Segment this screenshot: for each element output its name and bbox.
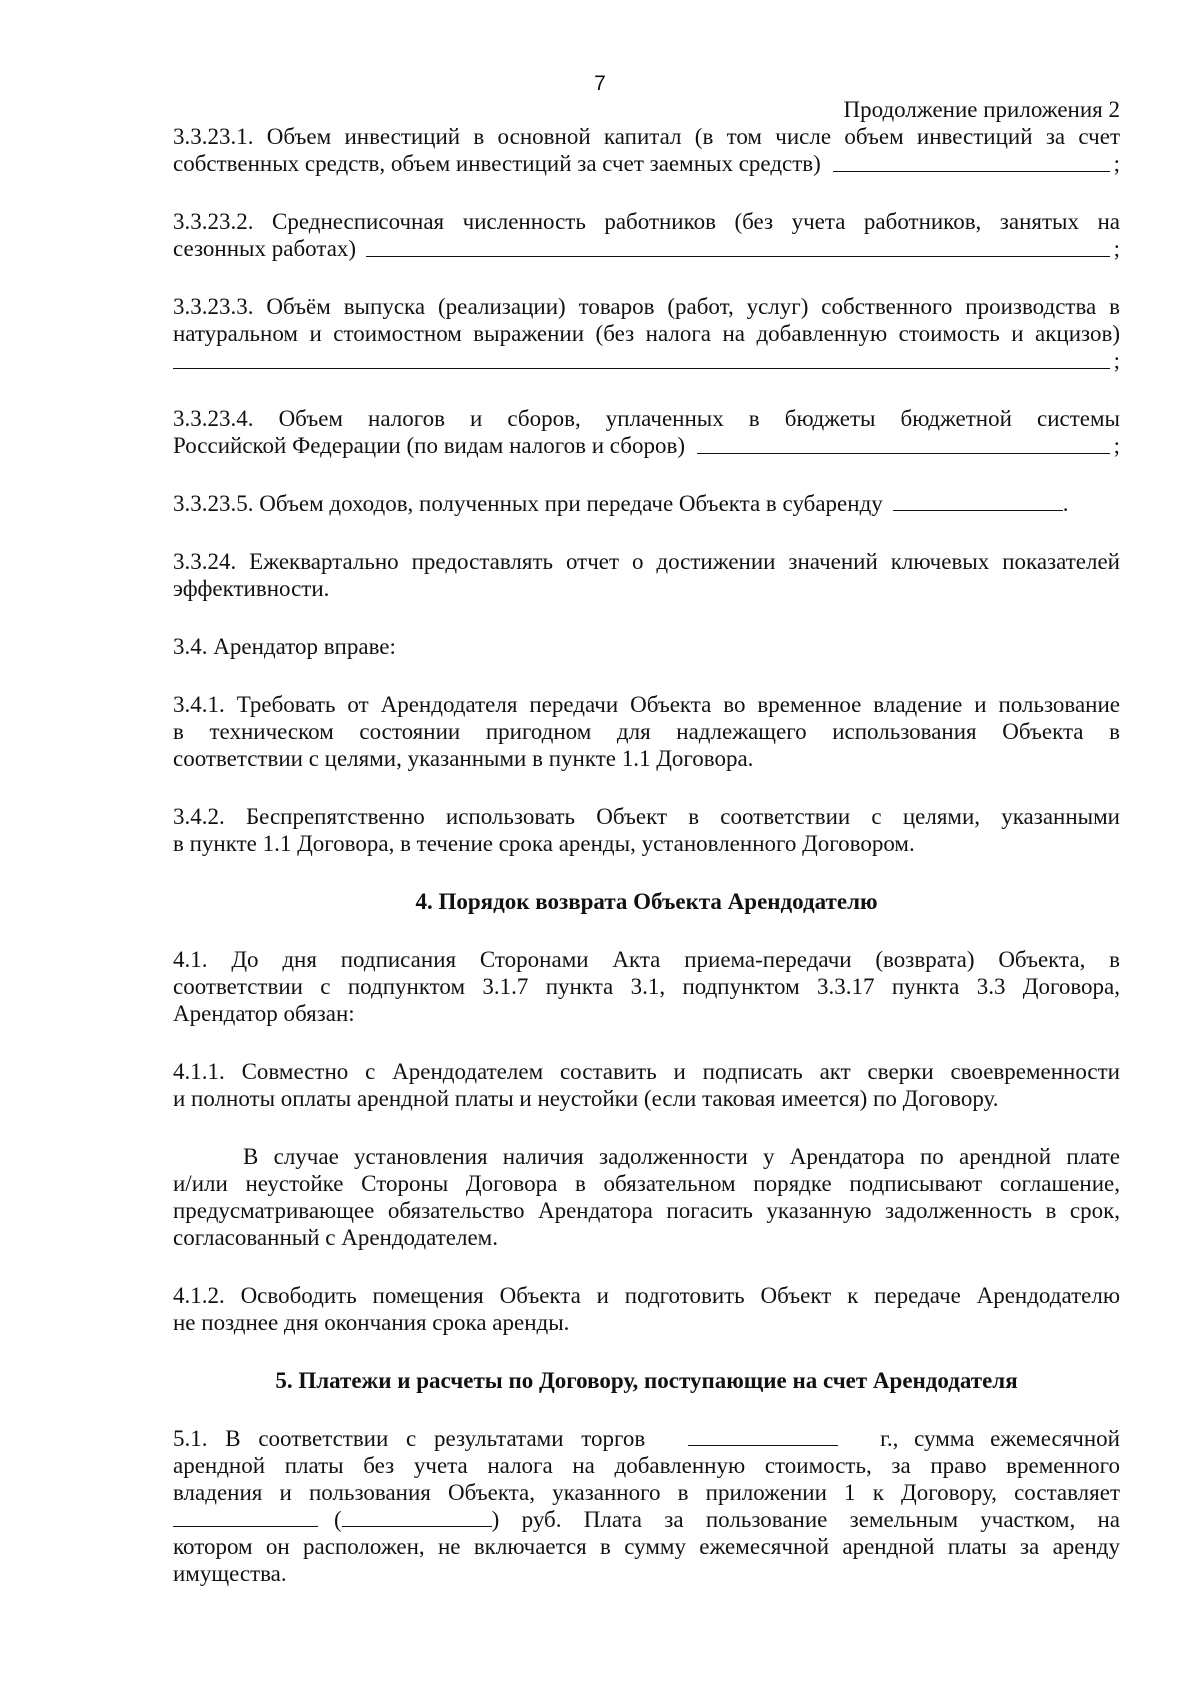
clause-3-4-1-line3: соответствии с целями, указанными в пункте 1.1 Договора. bbox=[173, 746, 754, 771]
section-heading-5: 5. Платежи и расчеты по Договору, поступающие на счет Арендодателя bbox=[275, 1368, 1018, 1393]
clause-3-3-23-3-line2: натуральном и стоимостном выражении (без налога на добавленную стоимость и акцизов) bbox=[173, 321, 1120, 346]
blank-field bbox=[893, 490, 1063, 511]
clause-4-1-1-note-line4: согласованный с Арендодателем. bbox=[173, 1225, 498, 1250]
clause-5-1-line5: котором он расположен, не включается в сумму ежемесячной арендной платы за аренду bbox=[173, 1534, 1120, 1559]
clause-3-3-23-3-line1: 3.3.23.3. Объём выпуска (реализации) товаров (работ, услуг) собственного производства в bbox=[173, 294, 1120, 319]
header-note: Продолжение приложения 2 bbox=[843, 97, 1120, 122]
clause-5-1-line1: 5.1. В соответствии с результатами торгов г., сумма ежемесячной bbox=[173, 1426, 1120, 1451]
blank-field bbox=[366, 235, 1110, 257]
clause-3-3-23-4-line2: Российской Федерации (по видам налогов и сборов) ; bbox=[173, 433, 1120, 458]
clause-3-3-23-3-line3: ; bbox=[173, 347, 1120, 374]
page-content bbox=[173, 96, 1120, 1587]
clause-4-1-line3: Арендатор обязан: bbox=[173, 1001, 355, 1026]
clause-3-3-23-4-line1: 3.3.23.4. Объем налогов и сборов, уплаченных в бюджеты бюджетной системы bbox=[173, 406, 1120, 431]
clause-5-1-line2: арендной платы без учета налога на добавленную стоимость, за право временного bbox=[173, 1453, 1120, 1478]
clause-4-1-line2: соответствии с подпунктом 3.1.7 пункта 3.1, подпунктом 3.3.17 пункта 3.3 Договора, bbox=[173, 974, 1120, 999]
clause-3-3-23-2-line1: 3.3.23.2. Среднесписочная численность работников (без учета работников, занятых на bbox=[173, 209, 1120, 234]
clause-3-3-23-1-line1: 3.3.23.1. Объем инвестиций в основной капитал (в том числе объем инвестиций за счет bbox=[173, 124, 1120, 149]
clause-3-3-23-1-line2: собственных средств, объем инвестиций за счет заемных средств) ; bbox=[173, 151, 1120, 176]
section-heading-4: 4. Порядок возврата Объекта Арендодателю bbox=[415, 889, 878, 914]
clause-4-1-1-line1: 4.1.1. Совместно с Арендодателем составить и подписать акт сверки своевременности bbox=[173, 1059, 1120, 1084]
clause-4-1-1-line2: и полноты оплаты арендной платы и неустойки (если таковая имеется) по Договору. bbox=[173, 1086, 999, 1111]
clause-4-1-2-line1: 4.1.2. Освободить помещения Объекта и подготовить Объект к передаче Арендодателю bbox=[173, 1283, 1120, 1308]
blank-field bbox=[697, 432, 1110, 454]
blank-field-date bbox=[688, 1425, 838, 1446]
clause-3-3-23-5: 3.3.23.5. Объем доходов, полученных при передаче Объекта в субаренду . bbox=[173, 491, 1069, 516]
clause-3-4-1-line1: 3.4.1. Требовать от Арендодателя передачи Объекта во временное владение и пользование bbox=[173, 692, 1120, 717]
clause-5-1-line6: имущества. bbox=[173, 1561, 287, 1586]
clause-4-1-1-note-line1: В случае установления наличия задолженности у Арендатора по арендной плате bbox=[243, 1144, 1120, 1169]
clause-4-1-1-note-line2: и/или неустойке Стороны Договора в обязательном порядке подписывают соглашение, bbox=[173, 1171, 1120, 1196]
clause-5-1-line4: ( ) руб. Плата за пользование земельным участком, на bbox=[173, 1506, 1120, 1533]
page-number: 7 bbox=[594, 72, 606, 95]
blank-field bbox=[173, 347, 1110, 369]
clause-3-4-2-line2: в пункте 1.1 Договора, в течение срока аренды, установленного Договором. bbox=[173, 831, 915, 856]
clause-3-4-1-line2: в техническом состоянии пригодном для надлежащего использования Объекта в bbox=[173, 719, 1120, 744]
clause-5-1-line3: владения и пользования Объекта, указанного в приложении 1 к Договору, составляет bbox=[173, 1480, 1120, 1505]
blank-field bbox=[833, 150, 1110, 172]
clause-4-1-2-line2: не позднее дня окончания срока аренды. bbox=[173, 1310, 570, 1335]
clause-3-3-23-2-line2: сезонных работах) ; bbox=[173, 236, 1120, 261]
blank-field-amount-words bbox=[342, 1506, 492, 1527]
clause-4-1-line1: 4.1. До дня подписания Сторонами Акта приема-передачи (возврата) Объекта, в bbox=[173, 947, 1120, 972]
clause-3-3-24-line2: эффективности. bbox=[173, 576, 330, 601]
clause-4-1-1-note-line3: предусматривающее обязательство Арендатора погасить указанную задолженность в срок, bbox=[173, 1198, 1120, 1223]
clause-3-4-2-line1: 3.4.2. Беспрепятственно использовать Объект в соответствии с целями, указанными bbox=[173, 804, 1120, 829]
clause-3-4: 3.4. Арендатор вправе: bbox=[173, 634, 396, 659]
blank-field-amount bbox=[173, 1506, 318, 1527]
clause-3-3-24-line1: 3.3.24. Ежеквартально предоставлять отчет о достижении значений ключевых показателей bbox=[173, 549, 1120, 574]
